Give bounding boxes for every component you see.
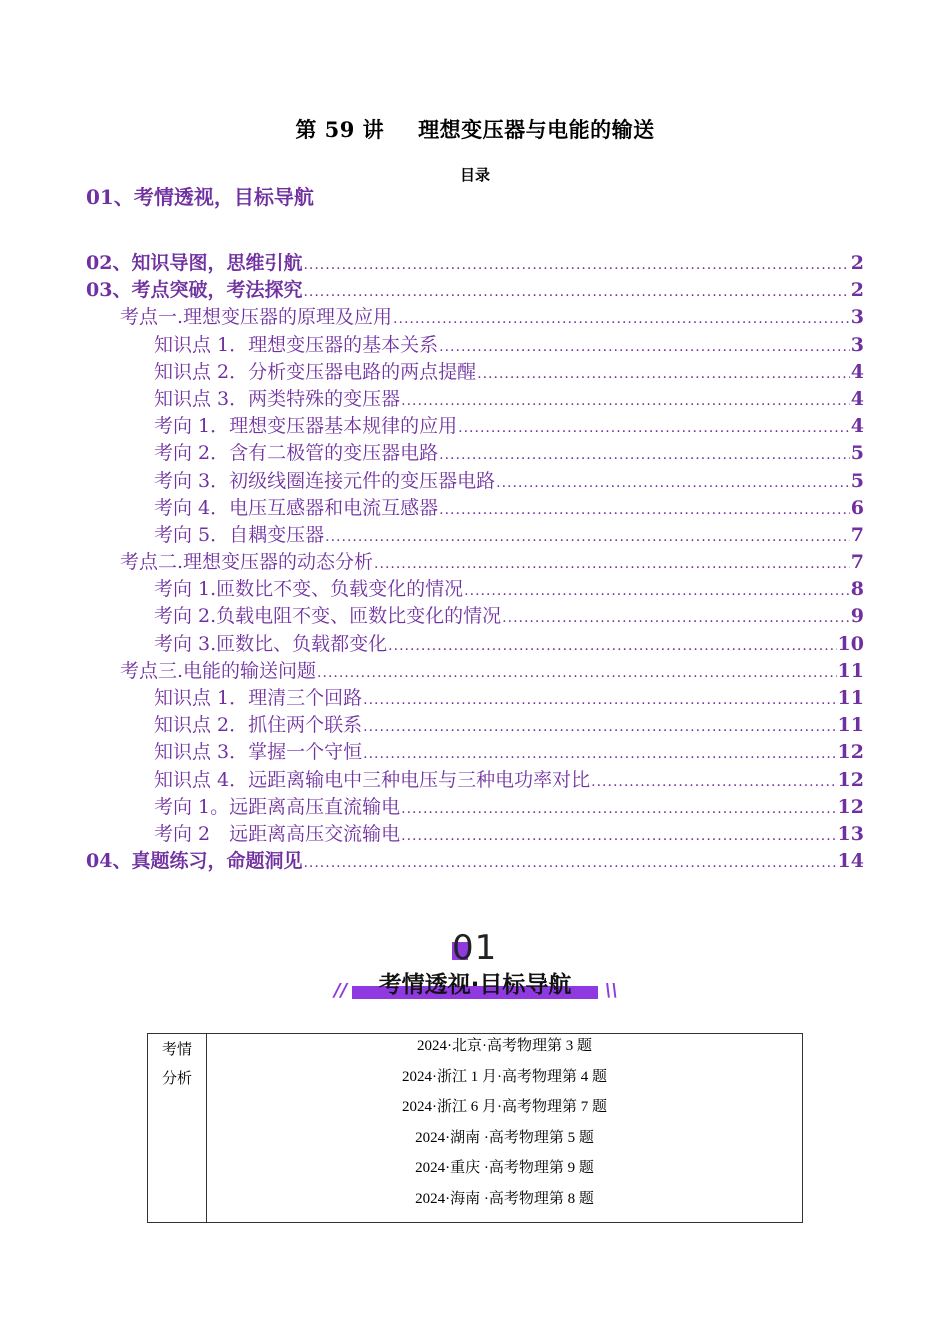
- toc-item[interactable]: [86, 576, 864, 603]
- exam-entry: 2024·海南 ·高考物理第 8 题: [415, 1190, 594, 1207]
- toc-item-page: 5: [850, 442, 864, 465]
- toc-item[interactable]: [86, 794, 864, 821]
- table-of-contents: [86, 250, 864, 875]
- lecture-number: 第 59 讲: [295, 117, 385, 142]
- toc-item[interactable]: [86, 848, 864, 875]
- toc-leader-dots: [439, 497, 850, 522]
- toc-item-first[interactable]: 01、考情透视，目标导航: [86, 185, 314, 209]
- lecture-topic: 理想变压器与电能的输送: [418, 117, 655, 142]
- section-banner: [330, 928, 620, 1006]
- banner-slash-right-icon: \\: [604, 980, 618, 1001]
- toc-item-label: 考点一.理想变压器的原理及应用: [120, 306, 393, 329]
- toc-item-page: 4: [850, 360, 864, 383]
- toc-item[interactable]: [86, 631, 864, 658]
- toc-item-label: 知识点 4．远距离输电中三种电压与三种电功率对比: [154, 768, 591, 791]
- toc-item-label: 考向 1.匝数比不变、负载变化的情况: [154, 578, 464, 601]
- toc-item[interactable]: [86, 739, 864, 766]
- exam-entry: 2024·湖南 ·高考物理第 5 题: [415, 1129, 594, 1146]
- toc-item-page: 14: [837, 850, 864, 873]
- toc-item-page: 12: [837, 768, 864, 791]
- exam-entries-cell: [207, 1034, 803, 1223]
- toc-item[interactable]: [86, 250, 864, 277]
- toc-leader-dots: [303, 279, 849, 304]
- toc-item[interactable]: [86, 304, 864, 331]
- toc-item-page: 10: [837, 632, 864, 655]
- toc-leader-dots: [363, 741, 836, 766]
- toc-item-label: 考点三.电能的输送问题: [120, 659, 317, 682]
- exam-analysis-label-line1: 考情: [161, 1042, 192, 1058]
- toc-item-label: 02、知识导图，思维引航: [86, 252, 303, 274]
- toc-heading: 目录: [459, 166, 490, 184]
- toc-item-label: 知识点 1．理想变压器的基本关系: [154, 333, 439, 356]
- toc-item-label: 知识点 3．两类特殊的变压器: [154, 387, 401, 410]
- exam-entry: 2024·北京·高考物理第 3 题: [417, 1038, 592, 1054]
- exam-entry: 2024·重庆 ·高考物理第 9 题: [415, 1160, 594, 1177]
- exam-analysis-table: [147, 1033, 803, 1223]
- toc-item[interactable]: [86, 685, 864, 712]
- toc-item-label: 考向 2 远距离高压交流输电: [154, 822, 401, 845]
- toc-leader-dots: [303, 850, 836, 875]
- toc-item-label: 知识点 1．理清三个回路: [154, 687, 363, 709]
- toc-leader-dots: [458, 415, 850, 440]
- toc-leader-dots: [401, 796, 836, 821]
- exam-entry: 2024·浙江 6 月·高考物理第 7 题: [402, 1099, 607, 1116]
- toc-item-label: 考向 1．理想变压器基本规律的应用: [154, 415, 458, 438]
- toc-item[interactable]: [86, 658, 864, 685]
- toc-item-page: 11: [837, 659, 864, 682]
- toc-item-page: 8: [850, 578, 864, 601]
- toc-item-label: 考向 2.负载电阻不变、匝数比变化的情况: [154, 605, 502, 628]
- toc-item[interactable]: [86, 712, 864, 739]
- toc-leader-dots: [388, 633, 836, 658]
- toc-leader-dots: [439, 442, 850, 467]
- toc-leader-dots: [439, 334, 850, 359]
- exam-analysis-label-cell: [148, 1034, 207, 1223]
- toc-item-label: 知识点 2．分析变压器电路的两点提醒: [154, 360, 477, 383]
- toc-leader-dots: [363, 687, 836, 712]
- toc-item-page: 12: [837, 795, 864, 818]
- toc-leader-dots: [401, 823, 836, 848]
- toc-item[interactable]: [86, 603, 864, 630]
- toc-leader-dots: [393, 306, 850, 331]
- document-title: [0, 114, 950, 144]
- toc-item-label: 考向 3.匝数比、负载都变化: [154, 632, 388, 655]
- exam-entry: 2024·浙江 1 月·高考物理第 4 题: [402, 1068, 607, 1085]
- table-row: [148, 1034, 803, 1223]
- exam-analysis-label-line2: 分析: [161, 1071, 192, 1087]
- toc-item-page: 11: [837, 687, 864, 709]
- toc-item-page: 7: [850, 523, 864, 546]
- toc-item-page: 2: [850, 279, 864, 302]
- toc-item-label: 考向 4．电压互感器和电流互感器: [154, 496, 439, 519]
- toc-item-label: 考向 1。远距离高压直流输电: [154, 795, 401, 818]
- toc-item-page: 3: [850, 333, 864, 356]
- toc-item-page: 6: [850, 496, 864, 519]
- toc-item-label: 考向 3．初级线圈连接元件的变压器电路: [154, 469, 496, 492]
- toc-item[interactable]: [86, 359, 864, 386]
- toc-item-label: 知识点 2．抓住两个联系: [154, 714, 363, 737]
- toc-item-page: 12: [837, 741, 864, 764]
- toc-leader-dots: [303, 252, 849, 277]
- toc-leader-dots: [374, 551, 850, 576]
- toc-item-label: 知识点 3．掌握一个守恒: [154, 741, 363, 764]
- toc-item[interactable]: [86, 495, 864, 522]
- toc-item-page: 5: [850, 469, 864, 492]
- toc-item-label: 考点二.理想变压器的动态分析: [120, 551, 374, 574]
- toc-item[interactable]: [86, 767, 864, 794]
- banner-number: 01: [452, 928, 498, 968]
- toc-leader-dots: [477, 361, 850, 386]
- toc-item[interactable]: [86, 821, 864, 848]
- toc-item[interactable]: [86, 522, 864, 549]
- banner-slash-left-icon: //: [334, 980, 348, 1001]
- toc-item[interactable]: [86, 413, 864, 440]
- toc-leader-dots: [502, 605, 850, 630]
- toc-item-label: 03、考点突破，考法探究: [86, 279, 303, 302]
- toc-item[interactable]: [86, 549, 864, 576]
- toc-item[interactable]: [86, 277, 864, 304]
- toc-item[interactable]: [86, 440, 864, 467]
- toc-item[interactable]: [86, 468, 864, 495]
- banner-title: 考情透视·目标导航: [378, 972, 572, 998]
- toc-item-label: 考向 5．自耦变压器: [154, 523, 325, 546]
- toc-item-page: 4: [850, 387, 864, 410]
- toc-leader-dots: [363, 714, 836, 739]
- toc-item-page: 4: [850, 415, 864, 438]
- toc-item-page: 11: [837, 714, 864, 737]
- toc-item-page: 3: [850, 306, 864, 329]
- toc-leader-dots: [591, 769, 836, 794]
- toc-item[interactable]: [86, 386, 864, 413]
- toc-item-page: 13: [837, 822, 864, 845]
- toc-leader-dots: [464, 578, 850, 603]
- toc-item[interactable]: [86, 332, 864, 359]
- toc-leader-dots: [401, 388, 850, 413]
- toc-leader-dots: [496, 470, 850, 495]
- toc-leader-dots: [317, 660, 837, 685]
- toc-leader-dots: [325, 524, 850, 549]
- toc-item-page: 2: [850, 252, 864, 274]
- toc-item-page: 9: [850, 605, 864, 628]
- toc-item-label: 考向 2．含有二极管的变压器电路: [154, 442, 439, 465]
- toc-item-page: 7: [850, 551, 864, 574]
- toc-item-label: 04、真题练习，命题洞见: [86, 850, 303, 873]
